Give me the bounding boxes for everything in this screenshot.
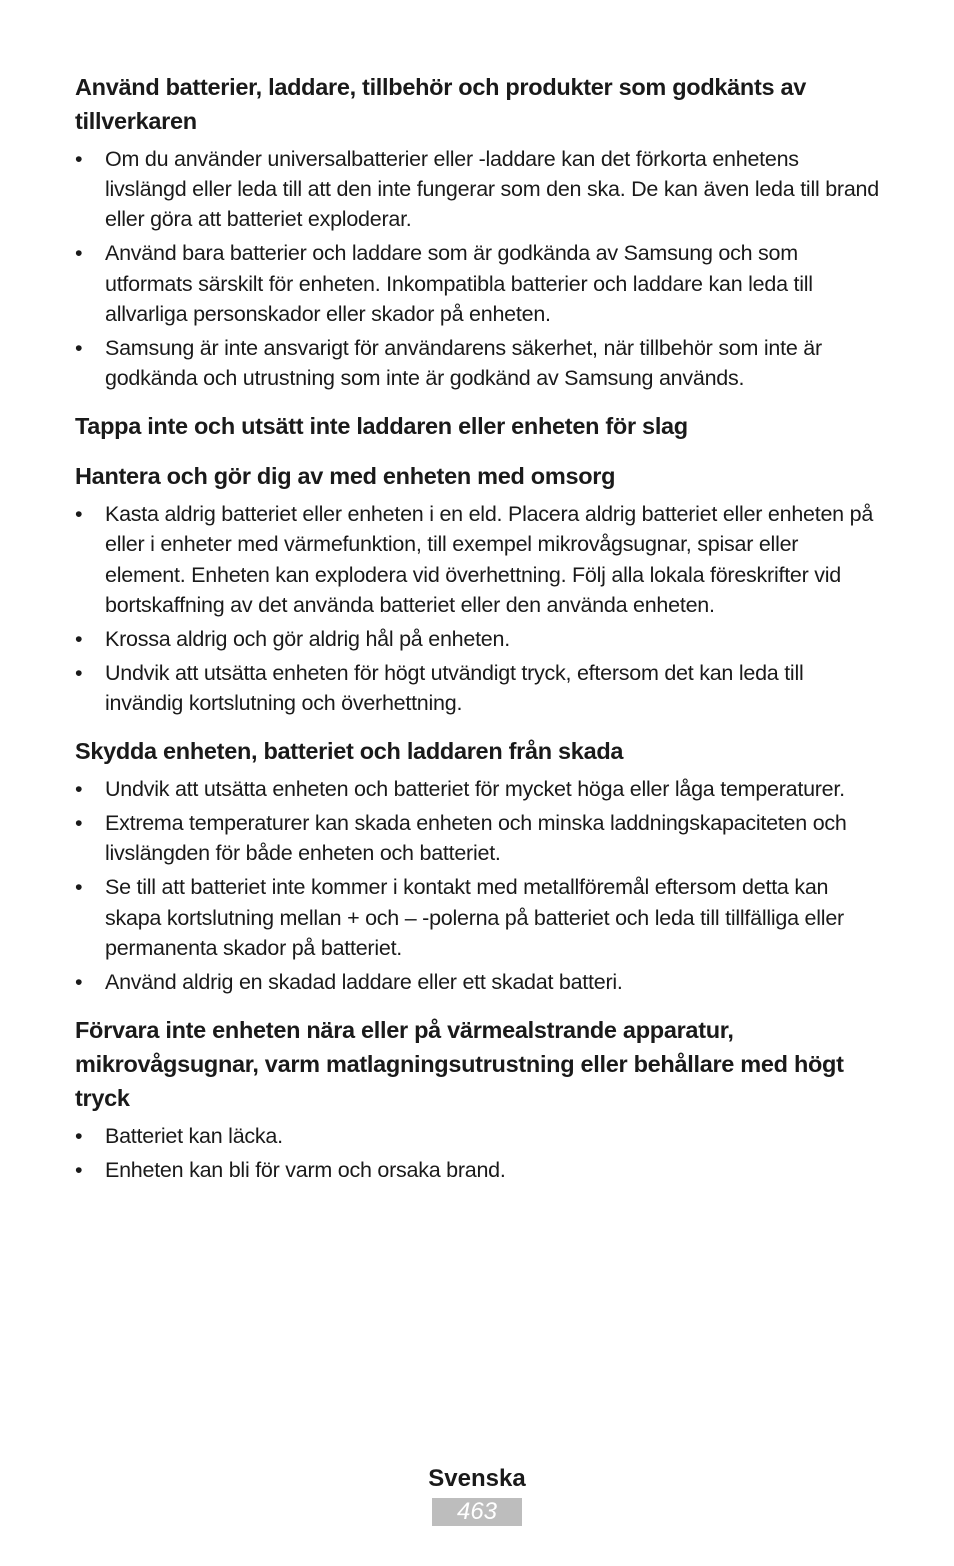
list-item bbox=[75, 967, 880, 997]
list-item-text: Undvik att utsätta enheten för högt utvändigt tryck, eftersom det kan leda till invändig kortslutning och överhettning. bbox=[105, 660, 804, 716]
list-item-text: Om du använder universalbatterier eller -laddare kan det förkorta enhetens livslängd eller leda till att den inte fungerar som den ska. De kan även leda till brand eller göra att batteriet exploderar. bbox=[105, 147, 879, 232]
list-item-text: Se till att batteriet inte kommer i kontakt med metallföremål eftersom detta kan skapa kortslutning mellan + och – -polerna på batteriet och leda till tillfälliga eller permanenta skador på batteriet. bbox=[105, 875, 844, 960]
list-item-text: Kasta aldrig batteriet eller enheten i en eld. Placera aldrig batteriet eller enheten på eller i enheter med värmefunktion, till exempel mikrovågsugnar, spisar eller element. Enheten kan explodera vid överhettning. Följ alla lokala föreskrifter vid bortskaffning av det använda batteriet eller den använda enheten. bbox=[105, 502, 874, 617]
bullet-icon: • bbox=[75, 811, 83, 836]
section-heading: Förvara inte enheten nära eller på värmealstrande apparatur, mikrovågsugnar, varm matlagningsutrustning eller behållare med högt tryck bbox=[75, 1017, 844, 1112]
bullet-list bbox=[75, 774, 880, 997]
section-heading: Tappa inte och utsätt inte laddaren eller enheten för slag bbox=[75, 413, 688, 440]
list-item bbox=[75, 872, 880, 963]
page-number: 463 bbox=[432, 1498, 522, 1526]
list-item bbox=[75, 774, 880, 804]
bullet-icon: • bbox=[75, 875, 83, 900]
list-item-text: Batteriet kan läcka. bbox=[105, 1124, 283, 1149]
section-drop-impact bbox=[75, 409, 880, 443]
section-heading: Skydda enheten, batteriet och laddaren från skada bbox=[75, 738, 624, 765]
bullet-icon: • bbox=[75, 777, 83, 802]
bullet-icon: • bbox=[75, 626, 83, 651]
bullet-list bbox=[75, 1121, 880, 1185]
bullet-icon: • bbox=[75, 502, 83, 527]
list-item-text: Undvik att utsätta enheten och batteriet för mycket höga eller låga temperaturer. bbox=[105, 777, 845, 802]
section-heat-storage bbox=[75, 1013, 880, 1185]
bullet-icon: • bbox=[75, 660, 83, 685]
bullet-icon: • bbox=[75, 335, 83, 360]
list-item bbox=[75, 499, 880, 620]
bullet-icon: • bbox=[75, 241, 83, 266]
list-item-text: Använd aldrig en skadad laddare eller ett skadat batteri. bbox=[105, 969, 623, 994]
list-item-text: Använd bara batterier och laddare som är godkända av Samsung och som utformats särskilt för enheten. Inkompatibla batterier och laddare kan leda till allvarliga personskador eller skador på enheten. bbox=[105, 241, 813, 326]
bullet-list bbox=[75, 499, 880, 718]
list-item-text: Extrema temperaturer kan skada enheten och minska laddningskapaciteten och livslängden för både enheten och batteriet. bbox=[105, 811, 847, 866]
list-item bbox=[75, 624, 880, 654]
list-item bbox=[75, 1155, 880, 1185]
section-heading: Använd batterier, laddare, tillbehör och produkter som godkänts av tillverkaren bbox=[75, 74, 807, 134]
list-item bbox=[75, 808, 880, 868]
bullet-icon: • bbox=[75, 1124, 83, 1149]
section-approved-accessories bbox=[75, 70, 880, 393]
document-body bbox=[75, 70, 880, 1189]
bullet-icon: • bbox=[75, 1158, 83, 1183]
list-item bbox=[75, 144, 880, 235]
section-heading: Hantera och gör dig av med enheten med omsorg bbox=[75, 463, 616, 490]
list-item bbox=[75, 238, 880, 329]
list-item-text: Krossa aldrig och gör aldrig hål på enheten. bbox=[105, 626, 510, 651]
list-item bbox=[75, 333, 880, 393]
list-item bbox=[75, 658, 880, 718]
bullet-icon: • bbox=[75, 969, 83, 994]
page-footer bbox=[0, 1462, 954, 1526]
list-item bbox=[75, 1121, 880, 1151]
list-item-text: Enheten kan bli för varm och orsaka brand. bbox=[105, 1158, 506, 1183]
bullet-list bbox=[75, 144, 880, 393]
list-item-text: Samsung är inte ansvarigt för användarens säkerhet, när tillbehör som inte är godkända och utrustning som inte är godkänd av Samsung används. bbox=[105, 335, 822, 391]
section-handle-dispose bbox=[75, 459, 880, 718]
bullet-icon: • bbox=[75, 147, 83, 171]
footer-language: Svenska bbox=[428, 1465, 526, 1492]
section-protect-damage bbox=[75, 734, 880, 997]
